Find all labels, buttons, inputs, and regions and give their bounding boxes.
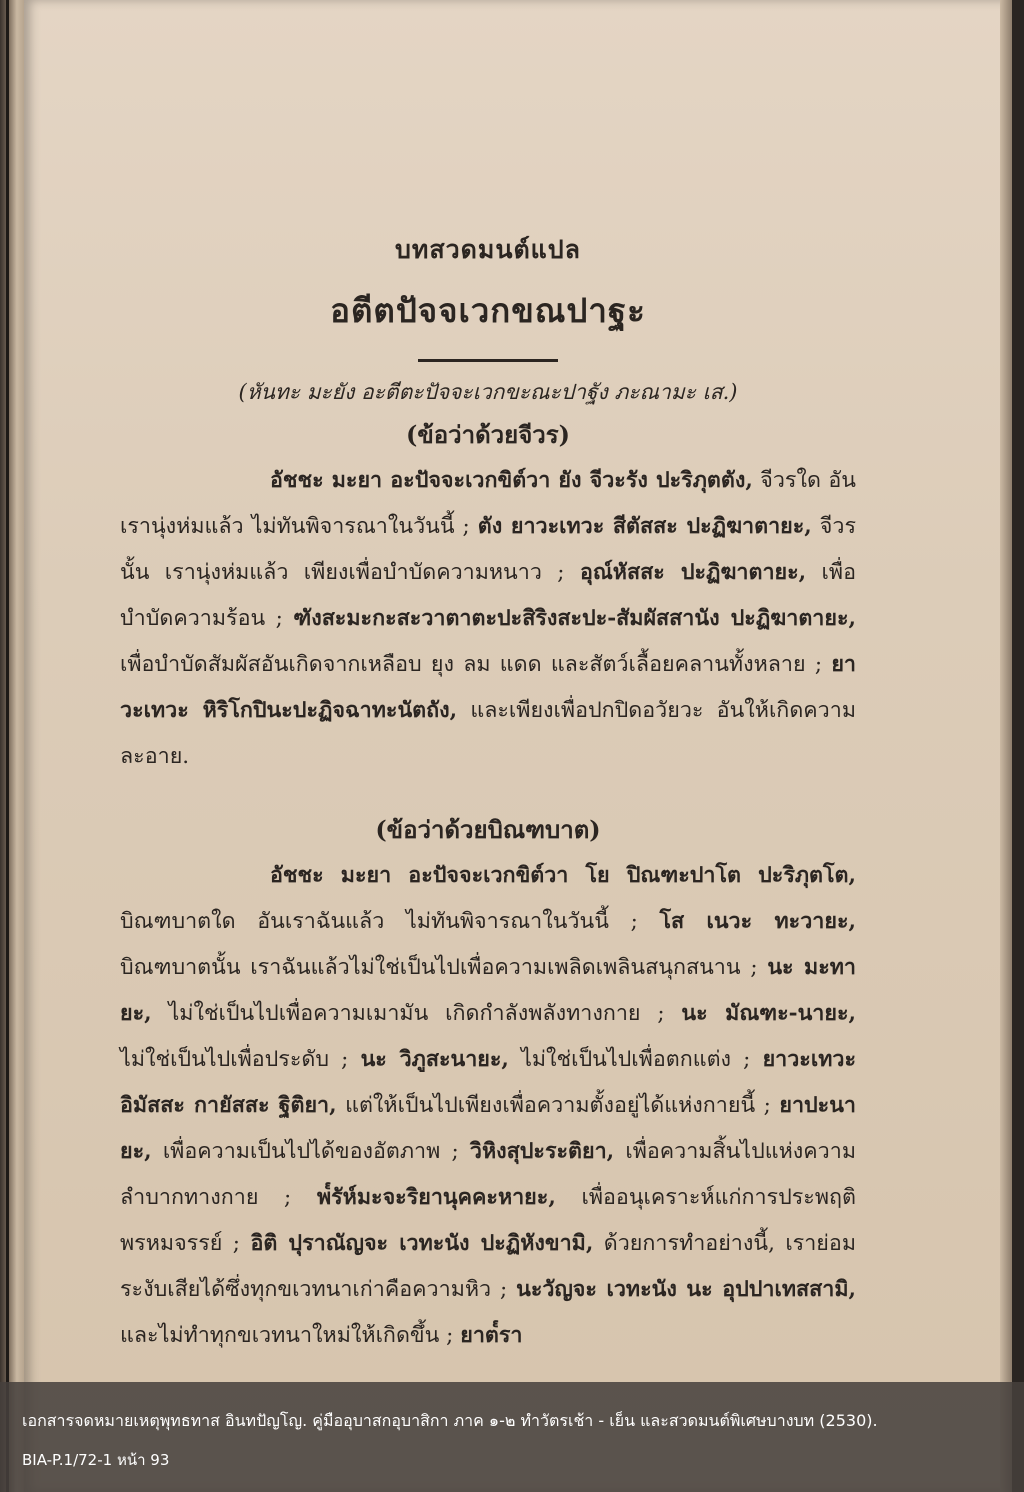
pali-text: อิติ ปุราณัญจะ เวทะนัง ปะฏิหังขามิ, — [250, 1231, 594, 1256]
pali-text: อัชชะ มะยา อะปัจจะเวกขิต์วา ยัง จีวะรัง ปะริภุตตัง, — [270, 468, 753, 493]
thai-text: และไม่ทำทุกขเวทนาใหม่ให้เกิดขึ้น ; — [120, 1323, 461, 1348]
thai-text: ไม่ใช่เป็นไปเพื่อประดับ ; — [120, 1047, 361, 1072]
thai-text: แต่ให้เป็นไปเพียงเพื่อความตั้งอยู่ได้แห่งกายนี้ ; — [336, 1093, 780, 1118]
caption-citation: เอกสารจดหมายเหตุพุทธทาส อินทปัญโญ. คู่มืออุบาสกอุบาสิกา ภาค ๑-๒ ทำวัตรเช้า - เย็น และสวดมนต์พิเศษบางบท (2530). — [22, 1411, 878, 1430]
pali-text: ฑังสะมะกะสะวาตาตะปะสิริงสะปะ-สัมผัสสานัง ปะฏิฆาตายะ, — [293, 606, 856, 631]
section-heading-robes: (ข้อว่าด้วยจีวร) — [405, 420, 571, 449]
pali-text: พ๎รัห์มะจะริยานุคคะหายะ, — [316, 1185, 556, 1210]
archive-caption-bar — [0, 1382, 1024, 1492]
thai-text: บิณฑบาตนั้น เราฉันแล้วไม่ใช่เป็นไปเพื่อความเพลิดเพลินสนุกสนาน ; — [120, 955, 768, 980]
thai-text: เพื่อบำบัดสัมผัสอันเกิดจากเหลือบ ยุง ลม แดด และสัตว์เลื้อยคลานทั้งหลาย ; — [120, 652, 832, 677]
pali-text: ยาวะเทวะ อิมัสสะ กายัสสะ ฐิติยา, — [120, 1047, 856, 1118]
section-body-almsfood — [120, 853, 856, 1359]
section-body-robes — [120, 458, 856, 780]
title-rule — [418, 359, 558, 362]
pali-text: นะ วิภูสะนายะ, — [360, 1047, 509, 1072]
pali-text: ยาวะเทวะ หิริโกปินะปะฏิจฉาทะนัตถัง, — [120, 652, 856, 723]
spine-line — [6, 0, 9, 1492]
pali-text: โส เนวะ ทะวายะ, — [659, 909, 856, 934]
thai-text: จีวรนั้น เรานุ่งห่มแล้ว เพียงเพื่อบำบัดความหนาว ; — [120, 514, 856, 585]
header-small: บทสวดมนต์แปล — [395, 235, 581, 264]
thai-text: ด้วยการทำอย่างนี้, เราย่อมระงับเสียได้ซึ่งทุกขเวทนาเก่าคือความหิว ; — [120, 1231, 856, 1302]
pali-text: นะ มะทายะ, — [120, 955, 856, 1026]
thai-text: ไม่ใช่เป็นไปเพื่อความเมามัน เกิดกำลังพลังทางกาย ; — [151, 1001, 682, 1026]
section-heading-almsfood: (ข้อว่าด้วยบิณฑบาต) — [375, 815, 601, 844]
pali-text: อัชชะ มะยา อะปัจจะเวกขิต์วา โย ปิณฑะปาโต ปะริภุตโต, — [270, 863, 856, 888]
pali-text: วิหิงสุปะระติยา, — [469, 1139, 615, 1164]
thai-text: เพื่ออนุเคราะห์แก่การประพฤติพรหมจรรย์ ; — [120, 1185, 856, 1256]
thai-text: จีวรใด อันเรานุ่งห่มแล้ว ไม่ทันพิจารณาในวันนี้ ; — [120, 468, 856, 539]
pali-text: ยาปะนายะ, — [120, 1093, 856, 1164]
pali-text: อุณ์หัสสะ ปะฏิฆาตายะ, — [579, 560, 807, 585]
thai-text: เพื่อความเป็นไปได้ของอัตภาพ ; — [151, 1139, 470, 1164]
page-content — [120, 230, 856, 1359]
chant-subtitle: (หันทะ มะยัง อะตีตะปัจจะเวกขะณะปาฐัง ภะณามะ เส.) — [238, 380, 738, 404]
thai-text: ไม่ใช่เป็นไปเพื่อตกแต่ง ; — [508, 1047, 763, 1072]
pali-text: ยาต๎รา — [460, 1323, 523, 1348]
thai-text: บิณฑบาตใด อันเราฉันแล้ว ไม่ทันพิจารณาในวันนี้ ; — [120, 909, 660, 934]
header-main: อตีตปัจจเวกขณปาฐะ — [330, 291, 646, 330]
caption-reference: BIA-P.1/72-1 หน้า 93 — [22, 1451, 170, 1469]
pali-text: ตัง ยาวะเทวะ สีตัสสะ ปะฏิฆาตายะ, — [477, 514, 812, 539]
thai-text: เพื่อความสิ้นไปแห่งความลำบากทางกาย ; — [120, 1139, 856, 1210]
thai-text: และเพียงเพื่อปกปิดอวัยวะ อันให้เกิดความละอาย. — [120, 698, 856, 769]
page-edge — [1000, 0, 1012, 1492]
book-spine — [0, 0, 24, 1492]
pali-text: นะวัญจะ เวทะนัง นะ อุปปาเทสสามิ, — [516, 1277, 856, 1302]
pali-text: นะ มัณฑะ-นายะ, — [681, 1001, 856, 1026]
thai-text: เพื่อบำบัดความร้อน ; — [120, 560, 856, 631]
